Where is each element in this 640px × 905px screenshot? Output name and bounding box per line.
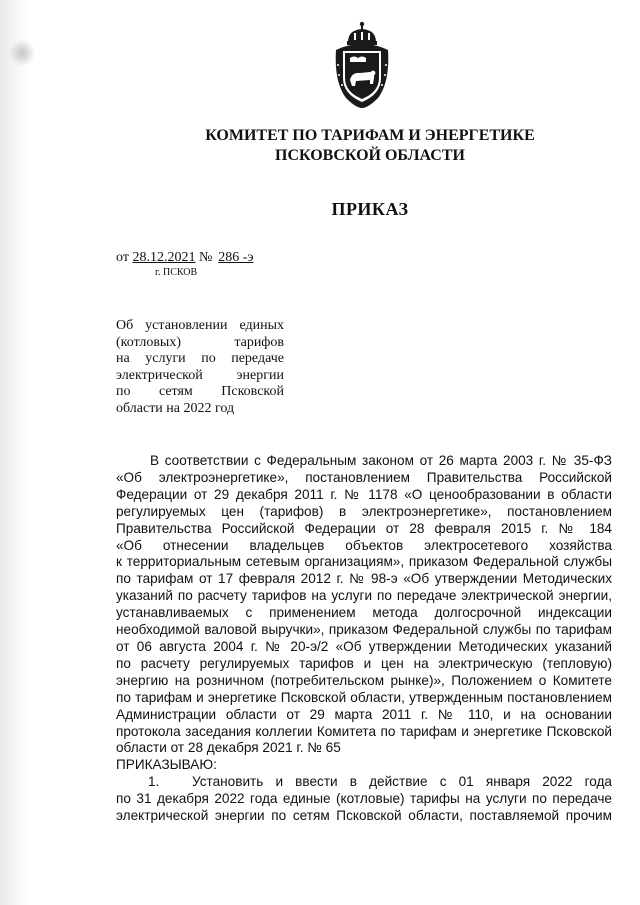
number-sign: № [198, 250, 213, 265]
order-date: 28.12.2021 [132, 250, 196, 265]
subject-line: электрической энергии [116, 367, 284, 383]
subject-line: на услуги по передаче [116, 351, 284, 366]
organization-name-line1: КОМИТЕТ ПО ТАРИФАМ И ЭНЕРГЕТИКЕ [205, 127, 535, 144]
document-type-title: ПРИКАЗ [331, 199, 409, 219]
order-number: 286 -э [218, 250, 254, 265]
subject-line: Об установлении единых [116, 318, 284, 333]
date-prefix: от [116, 250, 129, 265]
preamble-line: к территориальным сетевым организациям», приказом Федеральной службы [116, 554, 612, 570]
order-subject [116, 318, 284, 417]
preamble-line: регулируемых цен (тарифов) в электроэнергетике», постановлением [116, 503, 612, 519]
organization-name-line2: ПСКОВСКОЙ ОБЛАСТИ [275, 147, 465, 164]
preamble-line: Федерации от 29 декабря 2011 г. № 1178 «О ценообразовании в области [116, 486, 612, 502]
preamble-line: области от 28 декабря 2021 г. № 65 [116, 740, 341, 756]
item-1-number: 1. [148, 774, 160, 790]
preamble-line: протокола заседания коллегии Комитета по тарифам и энергетике Псковской [116, 723, 612, 739]
order-date-number [116, 250, 253, 266]
subject-line: области на 2022 год [116, 400, 235, 416]
preamble-line: по тарифам и энергетике Псковской области, утвержденным постановлением [116, 689, 612, 705]
item-1-text: Установить и ввести в действие с 01 января 2022 года [192, 774, 612, 790]
subject-line: (котловых) тарифов [116, 334, 284, 350]
preamble-line: «Об электроэнергетике», постановлением Правительства Российской [116, 469, 612, 485]
preamble-line: от 06 августа 2004 г. № 20-э/2 «Об утверждении Методических указаний [116, 638, 612, 654]
preamble-line: указаний по расчету тарифов на услуги по передаче электрической энергии, [116, 588, 612, 604]
scan-edge-shadow [0, 0, 30, 905]
preamble-line: необходимой валовой выручки», приказом Федеральной службы по тарифам [116, 622, 612, 638]
subject-line: по сетям Псковской [116, 384, 284, 399]
preamble-line: «Об отнесении владельцев объектов электросетевого хозяйства [116, 537, 612, 553]
preamble-line: В соответствии с Федеральным законом от 26 марта 2003 г. № 35-ФЗ [150, 453, 612, 468]
preamble-line: по расчету регулируемых тарифов и цен на электрическую (тепловую) [116, 655, 612, 671]
preamble-line: Правительства Российской Федерации от 28 февраля 2015 г. № 184 [116, 520, 612, 536]
item-1-line [116, 774, 612, 791]
preamble-line: энергию на розничном (потребительском рынке)», Положением о Комитете [116, 672, 612, 688]
order-word: ПРИКАЗЫВАЮ: [116, 757, 217, 773]
pskov-coat-of-arms-icon [326, 20, 398, 110]
order-body [116, 453, 612, 825]
city: г. ПСКОВ [155, 267, 198, 278]
preamble-line: Администрации области от 29 марта 2011 г. № 110, и на основании [116, 706, 612, 722]
scan-speck [8, 40, 36, 66]
preamble-line: по тарифам от 17 февраля 2012 г. № 98-э «Об утверждении Методических [116, 571, 612, 587]
item-1-line: электрической энергии по сетям Псковской области, поставляемой прочим [116, 808, 612, 824]
preamble-line: устанавливаемых с применением метода долгосрочной индексации [116, 605, 612, 621]
item-1-line: по 31 декабря 2022 года единые (котловые) тарифы на услуги по передаче [116, 791, 612, 807]
